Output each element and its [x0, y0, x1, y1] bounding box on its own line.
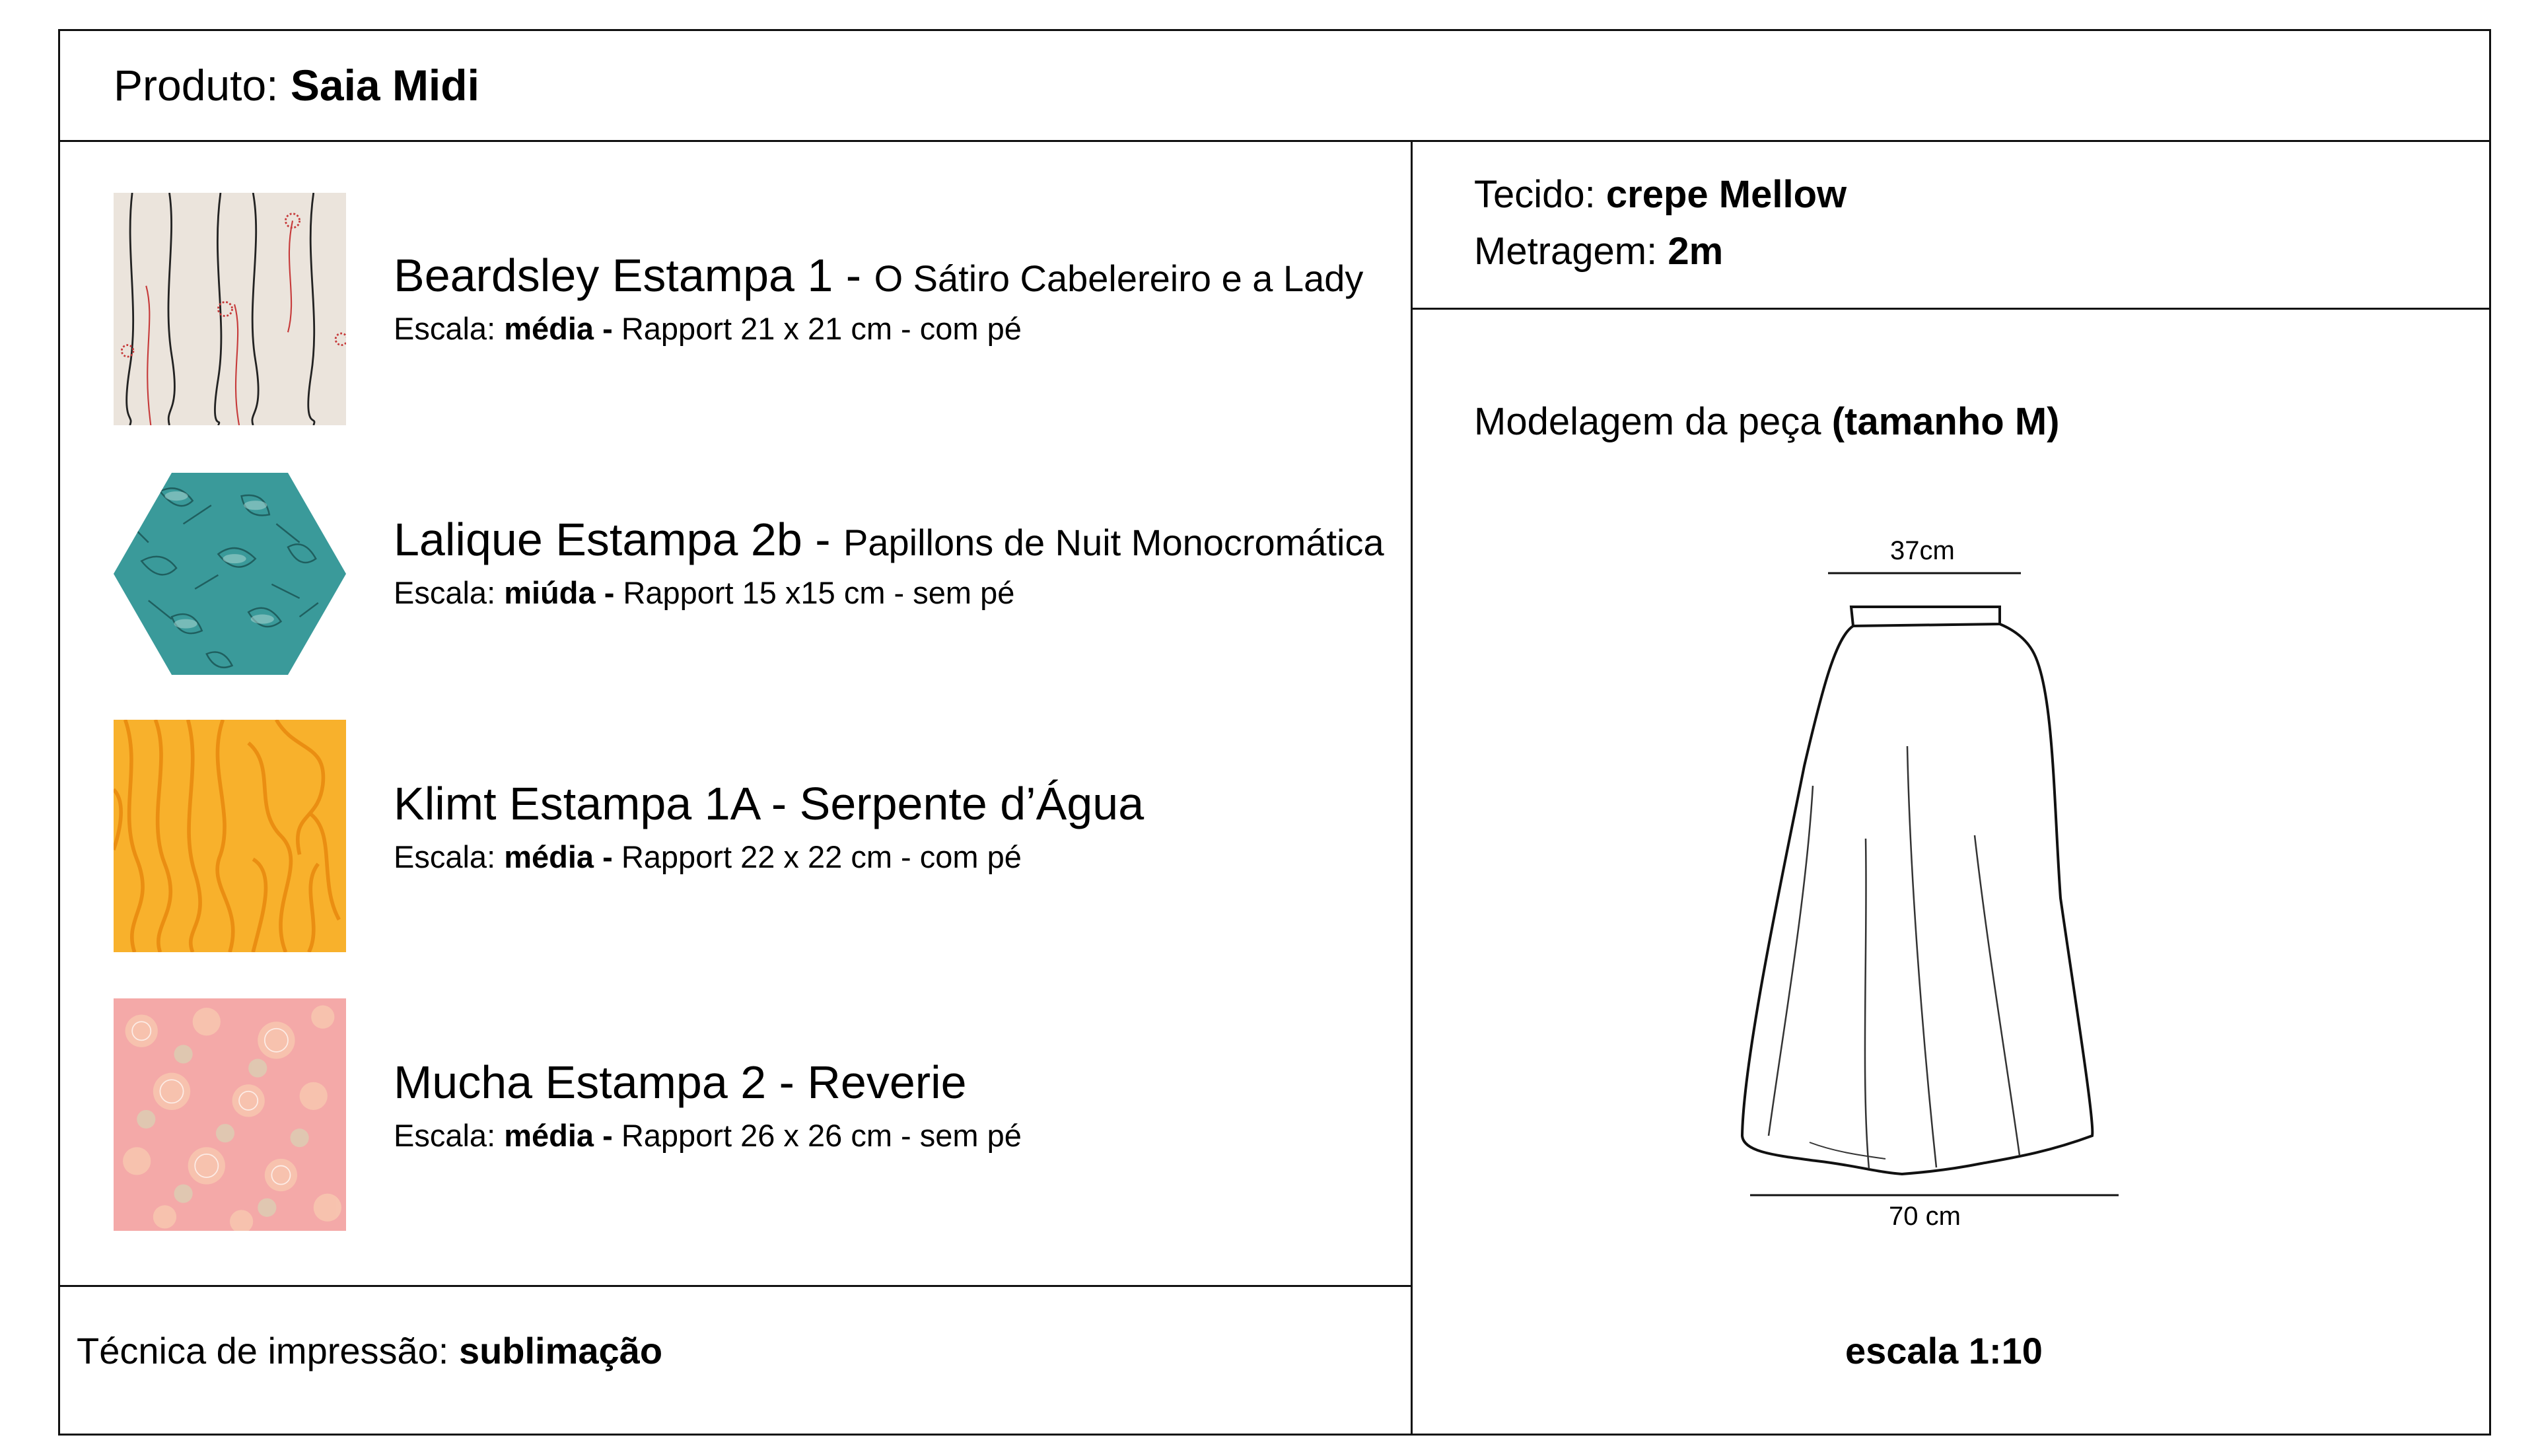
yardage-value: 2m	[1668, 230, 1724, 273]
model-size: (tamanho M)	[1831, 400, 2060, 443]
lalique-scale-label: Escala:	[394, 575, 496, 610]
mucha-rapport: Rapport 26 x 26 cm - sem pé	[621, 1118, 1022, 1153]
mucha-details	[394, 1120, 1022, 1151]
mucha-scale-value: média	[504, 1118, 594, 1153]
product-name: Saia Midi	[290, 61, 479, 110]
column-divider	[1411, 140, 1413, 1436]
lalique-subtitle: Papillons de Nuit Monocromática	[843, 522, 1384, 563]
skirt-seam-5	[1810, 1142, 1885, 1159]
fabric-divider	[1412, 308, 2491, 310]
klimt-dash: -	[602, 839, 613, 874]
beardsley-scale-value: média	[504, 311, 594, 346]
lalique-details	[394, 577, 1014, 608]
skirt-seam-2	[1907, 746, 1936, 1167]
lalique-rapport: Rapport 15 x15 cm - sem pé	[623, 575, 1015, 610]
product-title	[114, 61, 479, 110]
lalique-swatch	[114, 473, 346, 675]
lalique-title	[394, 516, 1384, 563]
klimt-name: Klimt Estampa 1A - Serpente d’Água	[394, 778, 1145, 829]
beardsley-dash: -	[602, 311, 613, 346]
klimt-details	[394, 841, 1022, 872]
skirt-seam-3	[1865, 839, 1869, 1169]
klimt-swatch	[114, 720, 346, 952]
beardsley-sep: -	[845, 250, 862, 301]
mucha-name: Mucha Estampa 2 - Reverie	[394, 1057, 967, 1108]
fabric-line	[1474, 173, 1847, 216]
yardage-line	[1474, 232, 1723, 271]
technique-value: sublimação	[458, 1330, 663, 1371]
yardage-label: Metragem:	[1474, 230, 1658, 273]
lalique-scale-value: miúda	[504, 575, 596, 610]
technique-line	[77, 1330, 663, 1371]
beardsley-rapport: Rapport 21 x 21 cm - com pé	[621, 311, 1022, 346]
technique-label: Técnica de impressão:	[77, 1330, 449, 1371]
beardsley-title	[394, 250, 1364, 301]
technique-divider	[58, 1285, 1411, 1287]
mucha-title	[394, 1057, 967, 1108]
beardsley-details	[394, 313, 1022, 344]
hem-measure-label: 70 cm	[1889, 1202, 1961, 1231]
lalique-name: Lalique Estampa 2b	[394, 514, 802, 565]
skirt-outline	[1742, 624, 2092, 1174]
skirt-drawing	[1730, 528, 2127, 1241]
klimt-rapport: Rapport 22 x 22 cm - com pé	[621, 839, 1022, 874]
model-label: Modelagem da peça	[1474, 400, 1821, 443]
mucha-scale-label: Escala:	[394, 1118, 496, 1153]
mucha-swatch	[114, 998, 346, 1231]
beardsley-subtitle: O Sátiro Cabelereiro e a Lady	[874, 258, 1364, 299]
mucha-dash: -	[602, 1118, 613, 1153]
scale-note	[1845, 1330, 2043, 1371]
scale-note-text: escala 1:10	[1845, 1330, 2043, 1371]
model-heading	[1474, 400, 2060, 443]
skirt-waistband	[1851, 607, 2000, 626]
klimt-scale-value: média	[504, 839, 594, 874]
beardsley-scale-label: Escala:	[394, 311, 496, 346]
skirt-seam-4	[1975, 835, 2020, 1156]
product-label: Produto:	[114, 61, 279, 110]
beardsley-name: Beardsley Estampa 1	[394, 250, 833, 301]
beardsley-swatch	[114, 193, 346, 425]
fabric-label: Tecido:	[1474, 173, 1596, 216]
header-divider	[58, 140, 2491, 142]
lalique-dash: -	[604, 575, 615, 610]
klimt-title	[394, 780, 1144, 827]
waist-measure-label: 37cm	[1890, 536, 1955, 565]
lalique-sep: -	[815, 514, 831, 565]
fabric-value: crepe Mellow	[1605, 173, 1847, 216]
klimt-scale-label: Escala:	[394, 839, 496, 874]
